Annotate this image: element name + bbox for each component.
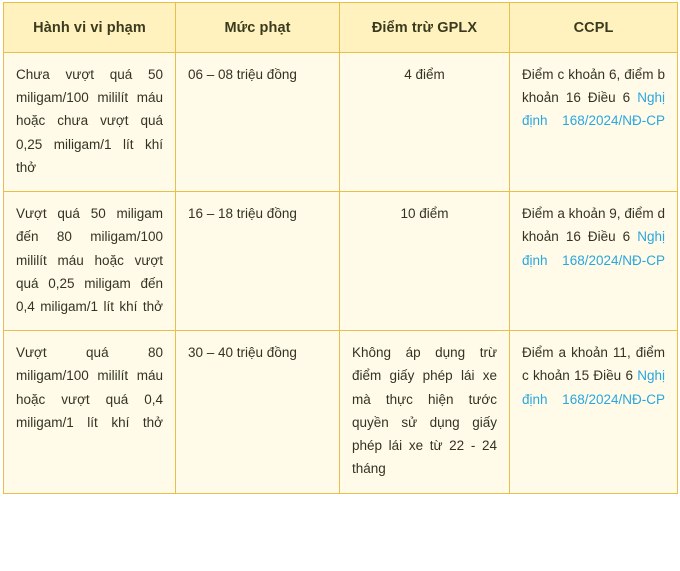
column-header-violation: Hành vi vi phạm xyxy=(4,3,176,53)
cell-points: 10 điểm xyxy=(340,192,510,331)
cell-violation: Vượt quá 80 miligam/100 mililít máu hoặc vượt quá 0,4 miligam/1 lít khí thở xyxy=(4,331,176,493)
column-header-points: Điểm trừ GPLX xyxy=(340,3,510,53)
ccpl-text: Điểm a khoản 9, điểm d khoản 16 Điều 6 xyxy=(522,206,665,245)
ccpl-link[interactable]: Nghị định 168/2024/NĐ-CP xyxy=(522,229,665,268)
column-header-fine: Mức phạt xyxy=(176,3,340,53)
cell-fine: 16 – 18 triệu đồng xyxy=(176,192,340,331)
cell-ccpl xyxy=(510,53,678,192)
ccpl-text: Điểm c khoản 6, điểm b khoản 16 Điều 6 xyxy=(522,67,665,106)
ccpl-text: Điểm a khoản 11, điểm c khoản 15 Điều 6 xyxy=(522,345,665,384)
cell-points: 4 điểm xyxy=(340,53,510,192)
cell-violation: Vượt quá 50 miligam đến 80 miligam/100 mililít máu hoặc vượt quá 0,25 miligam đến 0,4 miligam/1 lít khí thở xyxy=(4,192,176,331)
column-header-ccpl: CCPL xyxy=(510,3,678,53)
table-row xyxy=(4,192,678,331)
table-row xyxy=(4,331,678,493)
table-header xyxy=(4,3,678,53)
cell-fine: 06 – 08 triệu đồng xyxy=(176,53,340,192)
ccpl-link[interactable]: Nghị định 168/2024/NĐ-CP xyxy=(522,368,665,407)
ccpl-link[interactable]: Nghị định 168/2024/NĐ-CP xyxy=(522,90,665,129)
cell-ccpl xyxy=(510,192,678,331)
cell-violation: Chưa vượt quá 50 miligam/100 mililít máu hoặc chưa vượt quá 0,25 miligam/1 lít khí thở xyxy=(4,53,176,192)
table-body xyxy=(4,53,678,494)
cell-fine: 30 – 40 triệu đồng xyxy=(176,331,340,493)
table-row xyxy=(4,53,678,192)
cell-ccpl xyxy=(510,331,678,493)
cell-points: Không áp dụng trừ điểm giấy phép lái xe mà thực hiện tước quyền sử dụng giấy phép lái xe từ 22 - 24 tháng xyxy=(340,331,510,493)
violation-penalty-table xyxy=(3,2,678,494)
table-header-row xyxy=(4,3,678,53)
